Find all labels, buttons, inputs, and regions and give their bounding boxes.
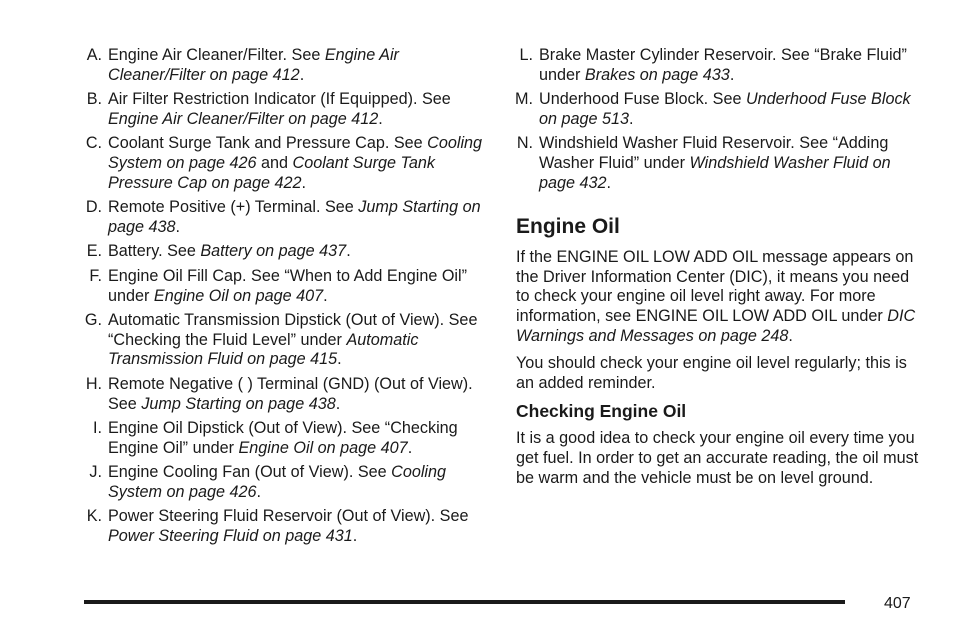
item-text bbox=[108, 242, 492, 262]
item-letter: D. bbox=[85, 198, 102, 217]
left-column bbox=[80, 46, 492, 552]
item-text bbox=[108, 419, 492, 458]
item-text bbox=[108, 46, 492, 85]
page-reference: Battery on page 437 bbox=[200, 242, 347, 261]
page-reference: Engine Oil on page 407 bbox=[153, 286, 324, 305]
text-segment: . bbox=[788, 326, 793, 345]
text-segment: . bbox=[346, 242, 351, 261]
text-segment: . bbox=[729, 65, 735, 84]
item-letter: F. bbox=[89, 266, 102, 285]
text-segment: . bbox=[378, 109, 383, 128]
page-reference: Jump Starting on page 438 bbox=[141, 394, 336, 413]
list-item bbox=[80, 375, 492, 414]
page-reference: DIC Warnings and Messages on page 248 bbox=[516, 306, 916, 345]
component-list-continued bbox=[511, 46, 923, 193]
text-segment: Battery. See bbox=[108, 242, 201, 261]
item-text bbox=[108, 198, 492, 237]
page-number: 407 bbox=[884, 595, 911, 612]
checking-engine-oil-heading: Checking Engine Oil bbox=[516, 401, 687, 422]
text-segment: Automatic Transmission Dipstick (Out of View). See “Checking the Fluid Level” under bbox=[108, 311, 478, 349]
list-item bbox=[80, 463, 492, 502]
text-segment: and bbox=[256, 153, 293, 172]
item-text bbox=[108, 134, 492, 193]
text-segment: Engine Air Cleaner/Filter. See bbox=[108, 46, 325, 64]
item-letter: A. bbox=[86, 46, 102, 64]
page-reference: Jump Starting on page 438 bbox=[108, 198, 481, 236]
item-letter: C. bbox=[85, 134, 102, 153]
list-item bbox=[80, 419, 492, 458]
page-reference: Cooling System on page 426 bbox=[108, 463, 447, 501]
text-segment: . bbox=[256, 482, 261, 501]
item-text bbox=[108, 463, 492, 502]
list-item bbox=[80, 267, 492, 306]
page-reference: Coolant Surge Tank Pressure Cap on page 422 bbox=[108, 153, 436, 192]
list-item bbox=[80, 242, 492, 262]
text-segment: Air Filter Restriction Indicator (If Equipped). See bbox=[108, 90, 451, 109]
text-segment: Remote Positive (+) Terminal. See bbox=[108, 198, 359, 217]
footer-rule bbox=[84, 600, 845, 604]
page-reference: Underhood Fuse Block on page 513 bbox=[539, 90, 911, 128]
item-text bbox=[539, 46, 923, 85]
text-segment: Windshield Washer Fluid Reservoir. See “Adding Washer Fluid” under bbox=[539, 134, 889, 172]
checking-engine-oil-paragraph: It is a good idea to check your engine oil every time you get fuel. In order to get an accurate reading, the oil must be warm and the vehicle must be on level ground. bbox=[516, 429, 919, 487]
text-segment: Brake Master Cylinder Reservoir. See “Brake Fluid” under bbox=[539, 46, 907, 84]
list-item bbox=[80, 507, 492, 546]
text-segment: . bbox=[299, 65, 305, 84]
item-letter: B. bbox=[86, 90, 102, 109]
page-reference: Cooling System on page 426 bbox=[108, 134, 483, 172]
item-text bbox=[539, 134, 923, 193]
text-segment: Engine Cooling Fan (Out of View). See bbox=[108, 463, 392, 482]
text-segment: . bbox=[606, 173, 612, 192]
engine-oil-paragraph-2: You should check your engine oil level regularly; this is an added reminder. bbox=[516, 354, 907, 392]
item-letter: G. bbox=[84, 311, 102, 330]
item-letter: L. bbox=[519, 46, 533, 64]
text-segment: If the ENGINE OIL LOW ADD OIL message appears on the Driver Information Center (DIC), it means you need to check your engine oil level right away. For more information, see ENGINE OIL LOW ADD OIL under bbox=[516, 248, 914, 325]
text-segment: Power Steering Fluid Reservoir (Out of View). See bbox=[108, 507, 469, 526]
text-segment: . bbox=[301, 173, 306, 192]
item-letter: K. bbox=[86, 507, 102, 526]
page-reference: Power Steering Fluid on page 431 bbox=[108, 527, 353, 546]
text-segment: . bbox=[407, 438, 413, 457]
list-item bbox=[80, 311, 492, 370]
list-item bbox=[80, 46, 492, 85]
item-letter: N. bbox=[516, 134, 533, 153]
item-letter: H. bbox=[85, 374, 102, 393]
text-segment: . bbox=[629, 109, 634, 128]
text-segment: . bbox=[175, 217, 181, 236]
right-column bbox=[511, 46, 923, 496]
page-reference: Engine Oil on page 407 bbox=[238, 438, 408, 457]
list-item bbox=[511, 46, 923, 85]
item-letter: E. bbox=[86, 242, 102, 261]
list-item bbox=[80, 198, 492, 237]
page-reference: Engine Air Cleaner/Filter on page 412 bbox=[108, 46, 399, 84]
item-letter: J. bbox=[89, 463, 102, 482]
engine-oil-heading: Engine Oil bbox=[516, 215, 620, 239]
text-segment: . bbox=[335, 394, 341, 413]
item-text bbox=[108, 90, 492, 129]
text-segment: Underhood Fuse Block. See bbox=[539, 90, 746, 109]
text-segment: . bbox=[323, 286, 328, 305]
text-segment: Remote Negative ( ) Terminal (GND) (Out of View). See bbox=[108, 374, 473, 413]
item-text bbox=[108, 507, 492, 546]
item-text bbox=[539, 90, 923, 129]
list-item bbox=[511, 134, 923, 193]
list-item bbox=[511, 90, 923, 129]
item-text bbox=[108, 375, 492, 414]
page-reference: Windshield Washer Fluid on page 432 bbox=[539, 153, 891, 192]
text-segment: Coolant Surge Tank and Pressure Cap. See bbox=[108, 134, 428, 153]
item-text bbox=[108, 311, 492, 370]
item-letter: I. bbox=[93, 419, 102, 438]
item-letter: M. bbox=[515, 90, 533, 109]
list-item bbox=[80, 90, 492, 129]
text-segment: . bbox=[337, 350, 342, 369]
text-segment: . bbox=[352, 527, 358, 546]
text-segment: Engine Oil Fill Cap. See “When to Add Engine Oil” under bbox=[108, 266, 468, 305]
list-item bbox=[80, 134, 492, 193]
text-segment: Engine Oil Dipstick (Out of View). See “Checking Engine Oil” under bbox=[108, 419, 458, 457]
page-reference: Engine Air Cleaner/Filter on page 412 bbox=[108, 109, 379, 128]
page-reference: Brakes on page 433 bbox=[584, 65, 730, 84]
engine-oil-paragraph-1 bbox=[516, 248, 923, 346]
page-reference: Automatic Transmission Fluid on page 415 bbox=[108, 330, 419, 369]
item-text bbox=[108, 267, 492, 306]
